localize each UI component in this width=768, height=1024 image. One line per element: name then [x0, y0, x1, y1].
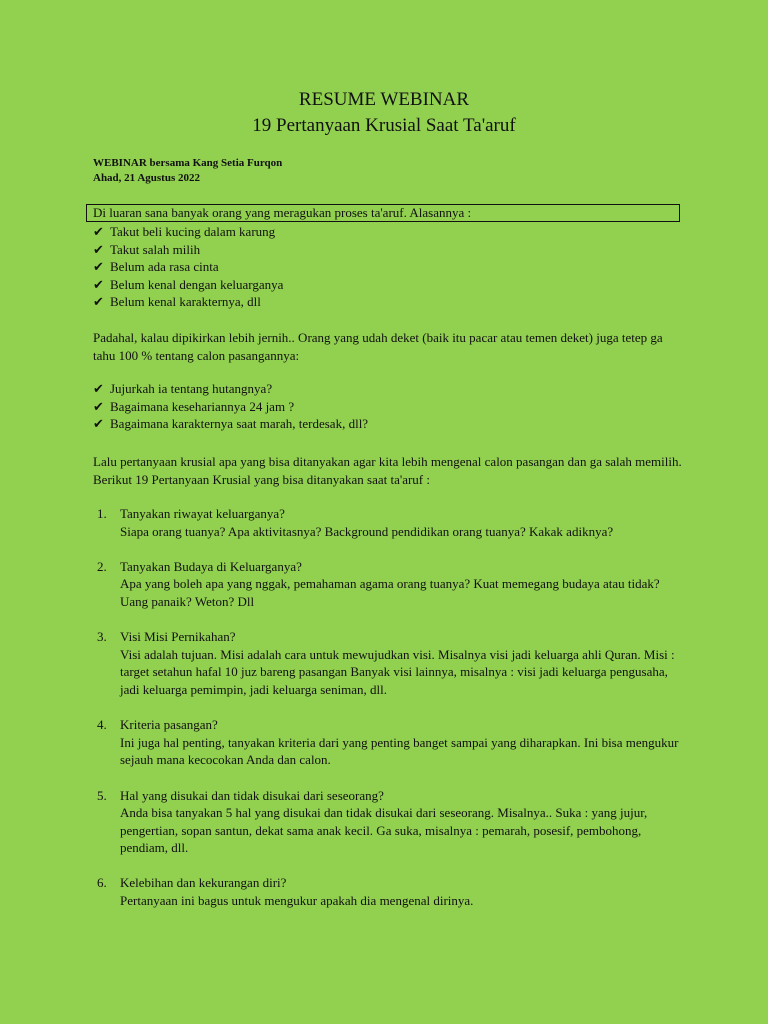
question-title: Tanyakan riwayat keluarganya? — [120, 506, 285, 521]
question-number: 3. — [97, 629, 107, 645]
question-answer: Apa yang boleh apa yang nggak, pemahaman agama orang tuanya? Kuat memegang budaya atau tidak? Uang panaik? Weton? Dll — [120, 576, 660, 609]
list-item-text: Bagaimana karakternya saat marah, terdesak, dll? — [110, 416, 369, 432]
document-title: RESUME WEBINAR — [298, 89, 470, 110]
list-item — [93, 241, 283, 259]
question-answer: Pertanyaan ini bagus untuk mengukur apakah dia mengenal dirinya. — [120, 893, 474, 909]
checkmark-icon: ✔ — [93, 241, 104, 257]
checkmark-icon: ✔ — [93, 276, 104, 292]
question-answer: Siapa orang tuanya? Apa aktivitasnya? Background pendidikan orang tuanya? Kakak adiknya? — [120, 523, 614, 539]
question-answer: Anda bisa tanyakan 5 hal yang disukai dan tidak disukai dari seseorang. Misalnya.. Suka : yang jujur, pengertian, sopan santun, dekat sama anak kecil. Ga suka, misalnya : pemarah, posesif, pembohong, pendiam, dll. — [120, 805, 648, 856]
question-item — [93, 716, 683, 769]
question-item — [93, 787, 683, 857]
checkmark-icon: ✔ — [93, 259, 104, 275]
question-title: Kelebihan dan kekurangan diri? — [120, 875, 287, 891]
list-item — [93, 276, 283, 294]
paragraph-1: Padahal, kalau dipikirkan lebih jernih.. Orang yang udah deket (baik itu pacar atau temen deket) juga tetep ga tahu 100 % tentang calon pasangannya: — [93, 330, 663, 363]
question-item — [93, 874, 683, 909]
checkmark-icon: ✔ — [93, 381, 104, 396]
question-item — [93, 628, 683, 698]
reasons-list — [93, 223, 283, 311]
checkmark-icon: ✔ — [93, 224, 104, 239]
list-item-text: Bagaimana kesehariannya 24 jam ? — [110, 398, 295, 414]
paragraph-2: Lalu pertanyaan krusial apa yang bisa ditanyakan agar kita lebih mengenal calon pasangan dan ga salah memilih. Berikut 19 Pertanyaan Krusial yang bisa ditanyakan saat ta'aruf : — [93, 454, 682, 487]
question-number: 4. — [97, 717, 107, 733]
question-title: Visi Misi Pernikahan? — [120, 629, 236, 645]
list-item-text: Takut beli kucing dalam karung — [110, 224, 276, 239]
webinar-date: Ahad, 21 Agustus 2022 — [93, 172, 200, 184]
list-item — [93, 223, 283, 241]
question-item — [93, 505, 683, 540]
list-item-text: Belum kenal karakternya, dll — [110, 294, 261, 310]
list-item-text: Belum ada rasa cinta — [110, 259, 219, 275]
list-item — [93, 415, 368, 433]
doubts-list — [93, 380, 368, 433]
document-subtitle: 19 Pertanyaan Krusial Saat Ta'aruf — [252, 115, 516, 136]
list-item — [93, 258, 283, 276]
question-title: Hal yang disukai dan tidak disukai dari seseorang? — [120, 787, 384, 803]
question-title: Tanyakan Budaya di Keluarganya? — [120, 558, 302, 574]
list-item-text: Jujurkah ia tentang hutangnya? — [110, 381, 273, 396]
list-item-text: Belum kenal dengan keluarganya — [110, 276, 284, 292]
question-title: Kriteria pasangan? — [120, 717, 218, 733]
list-item-text: Takut salah milih — [110, 241, 201, 257]
question-number: 1. — [97, 506, 107, 521]
question-number: 2. — [97, 558, 107, 574]
intro-boxed-text: Di luaran sana banyak orang yang meragukan proses ta'aruf. Alasannya : — [86, 204, 680, 222]
questions-list — [93, 505, 683, 927]
checkmark-icon: ✔ — [93, 294, 104, 310]
question-number: 5. — [97, 787, 107, 803]
list-item — [93, 380, 368, 398]
question-answer: Visi adalah tujuan. Misi adalah cara untuk mewujudkan visi. Misalnya visi jadi keluarga ahli Quran. Misi : target setahun hafal 10 juz bareng pasangan Banyak visi lainnya, misalnya : visi jadi keluarga pengusaha, jadi keluarga pemimpin, jadi keluarga seniman, dll. — [120, 646, 675, 697]
checkmark-icon: ✔ — [93, 398, 104, 414]
list-item — [93, 398, 368, 416]
question-item — [93, 558, 683, 611]
webinar-speaker: WEBINAR bersama Kang Setia Furqon — [93, 157, 283, 169]
question-answer: Ini juga hal penting, tanyakan kriteria dari yang penting banget sampai yang diharapkan. Ini bisa mengukur sejauh mana kecocokan Anda dan calon. — [120, 734, 679, 768]
list-item — [93, 293, 283, 311]
checkmark-icon: ✔ — [93, 416, 104, 432]
question-number: 6. — [97, 875, 107, 891]
